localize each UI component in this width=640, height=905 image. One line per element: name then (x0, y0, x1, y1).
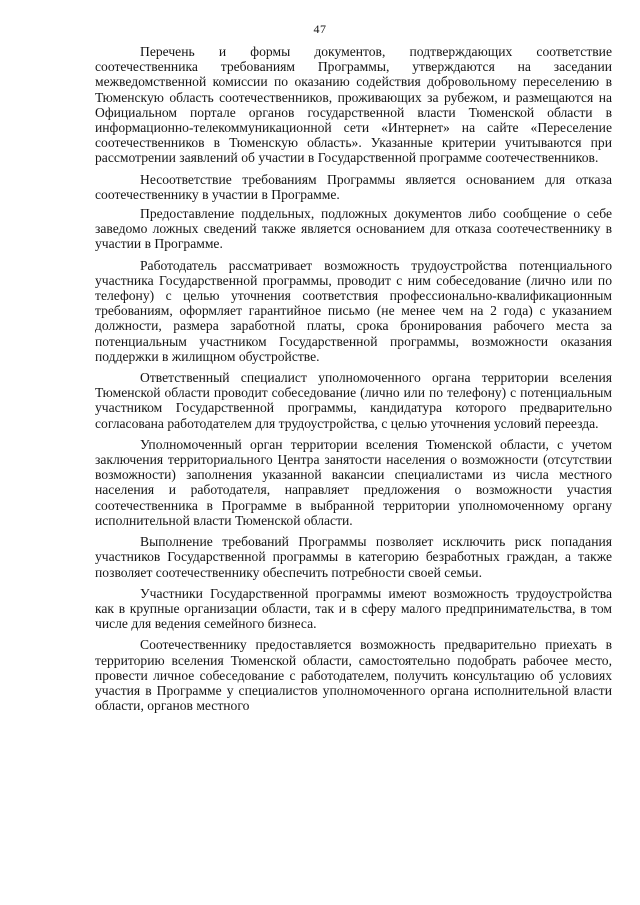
paragraph-requirements-fulfillment: Выполнение требований Программы позволяет исключить риск попадания участников Государственной программы в категорию безработных граждан, а также позволяет соотечественнику обеспечить потребности своей семьи. (95, 534, 612, 580)
paragraph-document-forms: Перечень и формы документов, подтверждающих соответствие соотечественника требованиям Программы, утверждаются на заседании межведомственной комиссии по оказанию содействия добровольному переселению в Тюменскую область соотечественников, проживающих за рубежом, и размещаются на Официальном портале органов государственной власти Тюменской области в информационно-телекоммуникационной сети «Интернет» на сайте «Переселение соотечественников в Тюменскую область». Указанные критерии учитываются при рассмотрении заявлений об участии в Государственной программе соотечественников. (95, 44, 612, 166)
paragraph-employer: Работодатель рассматривает возможность трудоустройства потенциального участника Государственной программы, проводит с ним собеседование (лично или по телефону) с целью уточнения соответствия профессионально-квалификационным требованиям, оформляет гарантийное письмо (не менее чем на 2 года) с указанием должности, размера заработной платы, срока бронирования рабочего места за потенциальным участником Государственной программы, возможности оказания поддержки в жилищном обустройстве. (95, 257, 612, 364)
paragraph-responsible-specialist: Ответственный специалист уполномоченного органа территории вселения Тюменской области проводит собеседование (лично или по телефону) с потенциальным участником Государственной программы, кандидатура которого предварительно согласована работодателем для трудоустройства, с целью уточнения условий переезда. (95, 370, 612, 431)
paragraph-authorized-body: Уполномоченный орган территории вселения Тюменской области, с учетом заключения территориального Центра занятости населения о возможности (отсутствии возможности) заполнения указанной вакансии специалистами из числа местного населения и работодателя, направляет предложения о возможности участия соотечественника в Программе в выбранной территории уполномоченному органу исполнительной власти Тюменской области. (95, 436, 612, 528)
paragraph-forged-documents: Предоставление поддельных, подложных документов либо сообщение о себе заведомо ложных сведений также является основанием для отказа соотечественнику в участии в Программе. (95, 206, 612, 252)
paragraph-preliminary-visit: Соотечественнику предоставляется возможность предварительно приехать в территорию вселения Тюменской области, самостоятельно подобрать рабочее место, провести личное собеседование с работодателем, получить консультацию об условиях участия в Программе у специалистов уполномоченного органа исполнительной власти области, органов местного (95, 637, 612, 714)
paragraph-participants-employment: Участники Государственной программы имеют возможность трудоустройства как в крупные организации области, так и в сферу малого предпринимательства, в том числе для ведения семейного бизнеса. (95, 585, 612, 632)
page-number: 47 (313, 22, 327, 36)
paragraph-noncompliance: Несоответствие требованиям Программы является основанием для отказа соотечественнику в участии в Программе. (95, 171, 612, 202)
body-text (95, 44, 612, 713)
